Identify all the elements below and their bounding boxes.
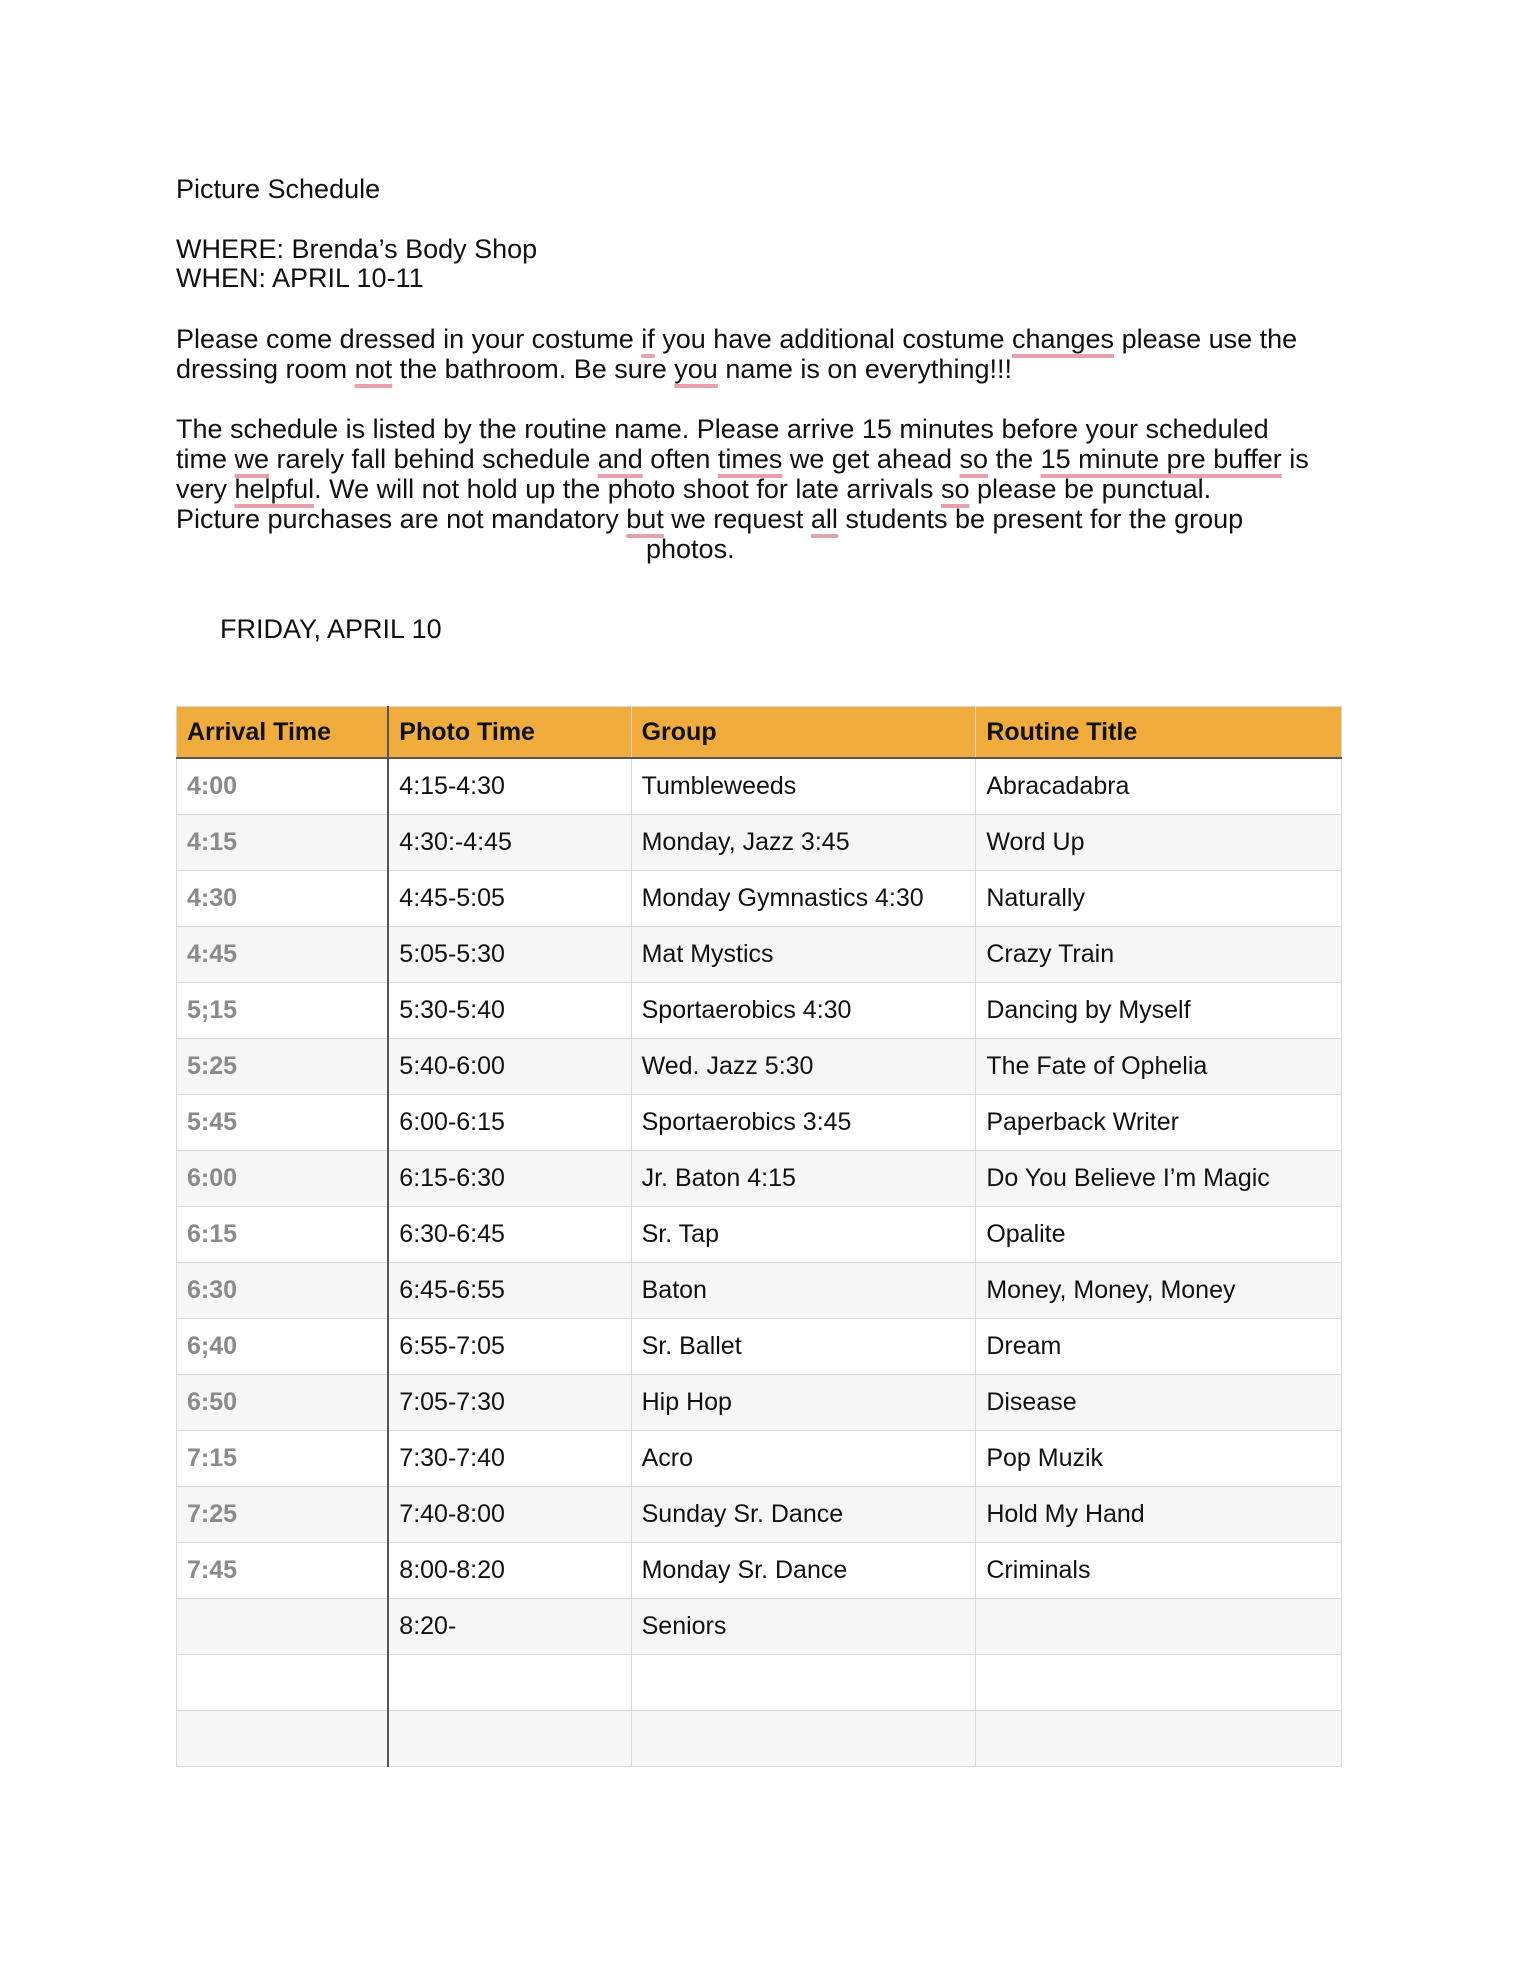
routine-title-cell: Criminals <box>976 1543 1342 1599</box>
table-row <box>177 1487 1342 1543</box>
table-row <box>177 871 1342 927</box>
schedule-table <box>176 706 1342 1767</box>
table-row <box>177 1711 1342 1767</box>
routine-title-cell: Naturally <box>976 871 1342 927</box>
photo-time-cell: 7:05-7:30 <box>388 1375 631 1431</box>
table-body <box>177 758 1342 1767</box>
photo-time-cell: 8:20- <box>388 1599 631 1655</box>
table-row <box>177 1655 1342 1711</box>
arrival-time-cell: 4:45 <box>177 927 389 983</box>
arrival-time-cell: 4:30 <box>177 871 389 927</box>
arrival-time-cell: 6:30 <box>177 1263 389 1319</box>
group-cell: Monday Sr. Dance <box>631 1543 976 1599</box>
photo-time-cell: 8:00-8:20 <box>388 1543 631 1599</box>
schedule-note-line-4: Picture purchases are not mandatory but we request all students be present for the group <box>176 504 1244 534</box>
table-row <box>177 927 1342 983</box>
arrival-time-cell: 5:45 <box>177 1095 389 1151</box>
photo-time-cell: 5:40-6:00 <box>388 1039 631 1095</box>
routine-title-cell <box>976 1711 1342 1767</box>
photo-time-cell: 5:30-5:40 <box>388 983 631 1039</box>
arrival-time-cell: 6:00 <box>177 1151 389 1207</box>
routine-title-cell: Dream <box>976 1319 1342 1375</box>
arrival-time-cell <box>177 1599 389 1655</box>
arrival-time-cell <box>177 1655 389 1711</box>
photo-time-cell: 6:55-7:05 <box>388 1319 631 1375</box>
table-row <box>177 758 1342 815</box>
photo-time-cell: 6:00-6:15 <box>388 1095 631 1151</box>
routine-title-cell <box>976 1599 1342 1655</box>
photo-time-cell: 4:30:-4:45 <box>388 815 631 871</box>
table-row <box>177 1431 1342 1487</box>
routine-title-cell: The Fate of Ophelia <box>976 1039 1342 1095</box>
routine-title-cell: Pop Muzik <box>976 1431 1342 1487</box>
header-routine-title: Routine Title <box>976 707 1342 759</box>
arrival-time-cell: 5;15 <box>177 983 389 1039</box>
arrival-time-cell: 7:45 <box>177 1543 389 1599</box>
instructions-line-2: dressing room not the bathroom. Be sure you name is on everything!!! <box>176 354 1012 384</box>
routine-title-cell: Money, Money, Money <box>976 1263 1342 1319</box>
header-arrival-time: Arrival Time <box>177 707 389 759</box>
routine-title-cell: Do You Believe I’m Magic <box>976 1151 1342 1207</box>
routine-title-cell: Abracadabra <box>976 758 1342 815</box>
arrival-time-cell: 7:15 <box>177 1431 389 1487</box>
photo-time-cell: 5:05-5:30 <box>388 927 631 983</box>
group-cell: Seniors <box>631 1599 976 1655</box>
schedule-note-line-1: The schedule is listed by the routine name. Please arrive 15 minutes before your scheduled <box>176 414 1269 444</box>
table-row <box>177 983 1342 1039</box>
table-row <box>177 1319 1342 1375</box>
arrival-time-cell <box>177 1711 389 1767</box>
schedule-note-line-5: photos. <box>646 534 735 564</box>
routine-title-cell: Word Up <box>976 815 1342 871</box>
group-cell: Sr. Ballet <box>631 1319 976 1375</box>
header-photo-time: Photo Time <box>388 707 631 759</box>
group-cell: Sunday Sr. Dance <box>631 1487 976 1543</box>
group-cell: Monday Gymnastics 4:30 <box>631 871 976 927</box>
arrival-time-cell: 6:50 <box>177 1375 389 1431</box>
table-row <box>177 1207 1342 1263</box>
arrival-time-cell: 4:00 <box>177 758 389 815</box>
table-row <box>177 1095 1342 1151</box>
where-line: WHERE: Brenda’s Body Shop <box>176 234 538 264</box>
photo-time-cell <box>388 1655 631 1711</box>
group-cell: Sr. Tap <box>631 1207 976 1263</box>
routine-title-cell: Crazy Train <box>976 927 1342 983</box>
routine-title-cell: Disease <box>976 1375 1342 1431</box>
table-row <box>177 1263 1342 1319</box>
document-title: Picture Schedule <box>176 174 381 204</box>
photo-time-cell: 6:15-6:30 <box>388 1151 631 1207</box>
table-row <box>177 1375 1342 1431</box>
photo-time-cell <box>388 1711 631 1767</box>
group-cell: Baton <box>631 1263 976 1319</box>
table-row <box>177 1599 1342 1655</box>
group-cell: Tumbleweeds <box>631 758 976 815</box>
day-heading: FRIDAY, APRIL 10 <box>220 614 442 644</box>
routine-title-cell: Hold My Hand <box>976 1487 1342 1543</box>
arrival-time-cell: 6:15 <box>177 1207 389 1263</box>
arrival-time-cell: 7:25 <box>177 1487 389 1543</box>
table-header-row <box>177 707 1342 759</box>
routine-title-cell: Dancing by Myself <box>976 983 1342 1039</box>
routine-title-cell <box>976 1655 1342 1711</box>
table-row <box>177 815 1342 871</box>
photo-time-cell: 6:45-6:55 <box>388 1263 631 1319</box>
photo-time-cell: 7:30-7:40 <box>388 1431 631 1487</box>
group-cell: Sportaerobics 3:45 <box>631 1095 976 1151</box>
photo-time-cell: 6:30-6:45 <box>388 1207 631 1263</box>
table-row <box>177 1543 1342 1599</box>
photo-time-cell: 4:15-4:30 <box>388 758 631 815</box>
group-cell: Hip Hop <box>631 1375 976 1431</box>
group-cell: Wed. Jazz 5:30 <box>631 1039 976 1095</box>
arrival-time-cell: 4:15 <box>177 815 389 871</box>
table-row <box>177 1151 1342 1207</box>
group-cell: Sportaerobics 4:30 <box>631 983 976 1039</box>
group-cell: Monday, Jazz 3:45 <box>631 815 976 871</box>
routine-title-cell: Paperback Writer <box>976 1095 1342 1151</box>
group-cell: Jr. Baton 4:15 <box>631 1151 976 1207</box>
header-group: Group <box>631 707 976 759</box>
instructions-line-1: Please come dressed in your costume if you have additional costume changes please use the <box>176 324 1298 354</box>
group-cell <box>631 1711 976 1767</box>
photo-time-cell: 7:40-8:00 <box>388 1487 631 1543</box>
group-cell: Mat Mystics <box>631 927 976 983</box>
arrival-time-cell: 5:25 <box>177 1039 389 1095</box>
schedule-note-line-3: very helpful. We will not hold up the photo shoot for late arrivals so please be punctual. <box>176 474 1212 504</box>
arrival-time-cell: 6;40 <box>177 1319 389 1375</box>
table-row <box>177 1039 1342 1095</box>
group-cell: Acro <box>631 1431 976 1487</box>
schedule-note-line-2: time we rarely fall behind schedule and often times we get ahead so the 15 minute pre buffer is <box>176 444 1309 474</box>
group-cell <box>631 1655 976 1711</box>
when-line: WHEN: APRIL 10-11 <box>176 263 424 293</box>
routine-title-cell: Opalite <box>976 1207 1342 1263</box>
photo-time-cell: 4:45-5:05 <box>388 871 631 927</box>
